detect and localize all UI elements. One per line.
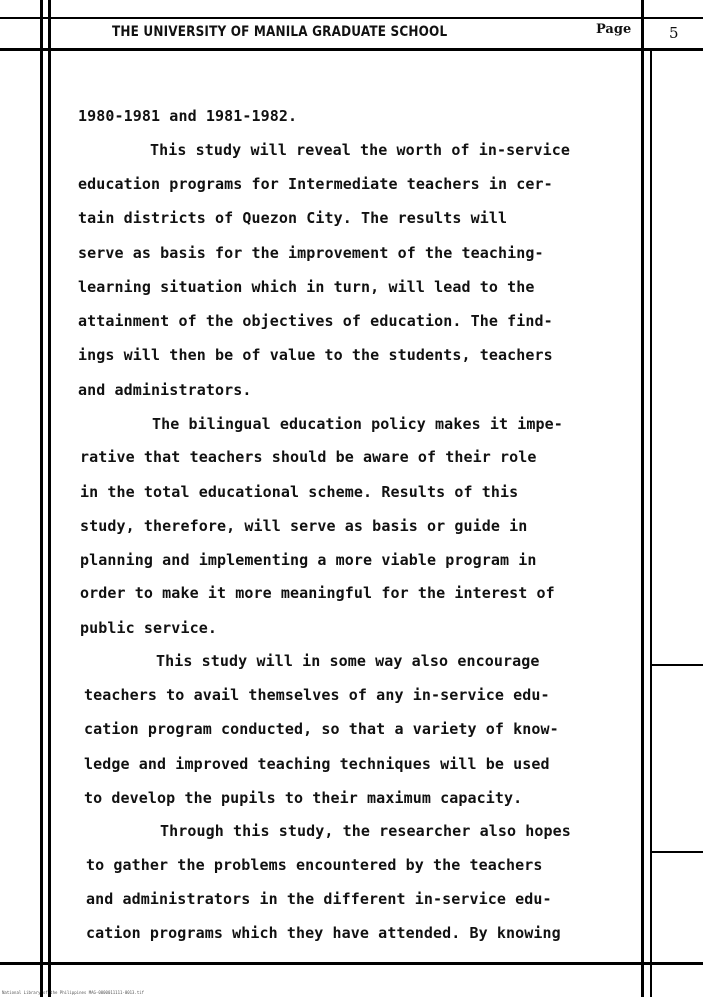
text-line: 1980-1981 and 1981-1982. (78, 107, 298, 125)
text-line: public service. (80, 619, 217, 637)
text-line: education programs for Intermediate teachers in cer- (78, 175, 553, 193)
text-line: cation program conducted, so that a variety of know- (84, 720, 559, 738)
text-line: in the total educational scheme. Results of this (80, 483, 519, 501)
right-margin-rule (641, 0, 644, 997)
text-line: rative that teachers should be aware of their role (80, 448, 537, 466)
text-line: and administrators. (78, 381, 252, 399)
text-line: This study will reveal the worth of in-service (150, 141, 571, 159)
text-line: serve as basis for the improvement of the teaching- (78, 244, 544, 262)
text-line: ings will then be of value to the students, teachers (78, 346, 553, 364)
text-line: Through this study, the researcher also hopes (160, 822, 571, 840)
text-line: learning situation which in turn, will lead to the (78, 278, 535, 296)
left-inner-rule (48, 0, 51, 997)
page-number: 5 (669, 24, 679, 42)
text-line: and administrators in the different in-service edu- (86, 890, 552, 908)
page-number-divider (641, 17, 644, 51)
right-tick-rule-1 (650, 664, 703, 666)
text-line: to gather the problems encountered by the teachers (86, 856, 543, 874)
text-line: to develop the pupils to their maximum capacity. (84, 789, 523, 807)
left-outer-rule (40, 0, 43, 997)
text-line: cation programs which they have attended. By knowing (86, 924, 561, 942)
header-bottom-rule (0, 48, 703, 51)
header-top-rule (0, 17, 703, 19)
right-inner-rule (650, 50, 652, 997)
page-header-title: THE UNIVERSITY OF MANILA GRADUATE SCHOOL (112, 24, 448, 40)
page-label: Page (596, 22, 632, 37)
text-line: This study will in some way also encourage (156, 652, 540, 670)
right-tick-rule-2 (650, 851, 703, 853)
text-line: study, therefore, will serve as basis or guide in (80, 517, 528, 535)
text-line: attainment of the objectives of education. The find- (78, 312, 553, 330)
footer-rule (0, 962, 703, 965)
text-line: tain districts of Quezon City. The results will (78, 209, 508, 227)
scan-credit: National Library of the Philippines MAG-0000011111-0013.tif (2, 990, 145, 995)
text-line: planning and implementing a more viable program in (80, 551, 537, 569)
text-line: The bilingual education policy makes it impe- (152, 415, 563, 433)
text-line: teachers to avail themselves of any in-service edu- (84, 686, 550, 704)
text-line: order to make it more meaningful for the interest of (80, 584, 555, 602)
text-line: ledge and improved teaching techniques will be used (84, 755, 550, 773)
